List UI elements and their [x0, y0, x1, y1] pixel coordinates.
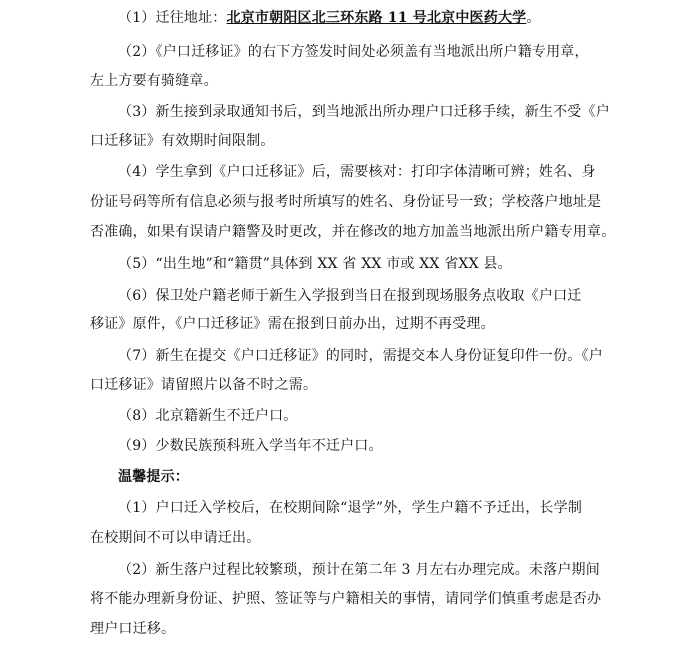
item-2-line-1: （2）《户口迁移证》的右下方签发时间处必须盖有当地派出所户籍专用章， — [118, 44, 589, 60]
item-4-line-3: 否准确，如果有误请户籍警及时更改，并在修改的地方加盖当地派出所户籍专用章。 — [90, 224, 616, 240]
item-4-line-1: （4）学生拿到《户口迁移证》后，需要核对：打印字体清晰可辨；姓名、身 — [118, 164, 596, 180]
tip-2-line-2: 将不能办理新身份证、护照、签证等与户籍相关的事情，请同学们慎重考虑是否办 — [90, 591, 602, 607]
item-1-address-value: 北京市朝阳区北三环东路 11 号北京中医药大学 — [226, 10, 527, 26]
tip-2-line-3: 理户口迁移。 — [90, 621, 176, 637]
item-3-line-2: 口迁移证》有效期时间限制。 — [90, 133, 275, 149]
item-6-line-2: 移证》原件，《户口迁移证》需在报到日前办出，过期不再受理。 — [90, 316, 495, 332]
item-1-prefix: （1）迁往地址： — [118, 10, 227, 26]
item-8-line-1: （8）北京籍新生不迁户口。 — [118, 408, 298, 424]
item-5-line-1: （5）“出生地”和“籍贯”具体到 XX 省 XX 市或 XX 省XX 县。 — [118, 256, 512, 272]
tips-heading: 温馨提示： — [118, 469, 189, 485]
item-1-suffix: 。 — [526, 10, 541, 26]
item-7-line-1: （7）新生在提交《户口迁移证》的同时，需提交本人身份证复印件一份。《户 — [118, 348, 603, 364]
item-1-address — [118, 8, 541, 28]
item-9-line-1: （9）少数民族预科班入学当年不迁户口。 — [118, 438, 383, 454]
tip-2-line-1: （2）新生落户过程比较繁琐，预计在第二年 3 月左右办理完成。未落户期间 — [118, 562, 600, 578]
tip-1-line-2: 在校期间不可以申请迁出。 — [90, 530, 261, 546]
item-4-line-2: 份证号码等所有信息必须与报考时所填写的姓名、身份证号一致；学校落户地址是 — [90, 194, 602, 210]
item-3-line-1: （3）新生接到录取通知书后，到当地派出所办理户口迁移手续，新生不受《户 — [118, 104, 610, 120]
item-7-line-2: 口迁移证》请留照片以备不时之需。 — [90, 377, 318, 393]
tip-1-line-1: （1）户口迁入学校后，在校期间除“退学”外，学生户籍不予迁出，长学制 — [118, 500, 583, 516]
item-6-line-1: （6）保卫处户籍老师于新生入学报到当日在报到现场服务点收取《户口迁 — [118, 288, 582, 304]
item-2-line-2: 左上方要有骑缝章。 — [90, 73, 218, 89]
